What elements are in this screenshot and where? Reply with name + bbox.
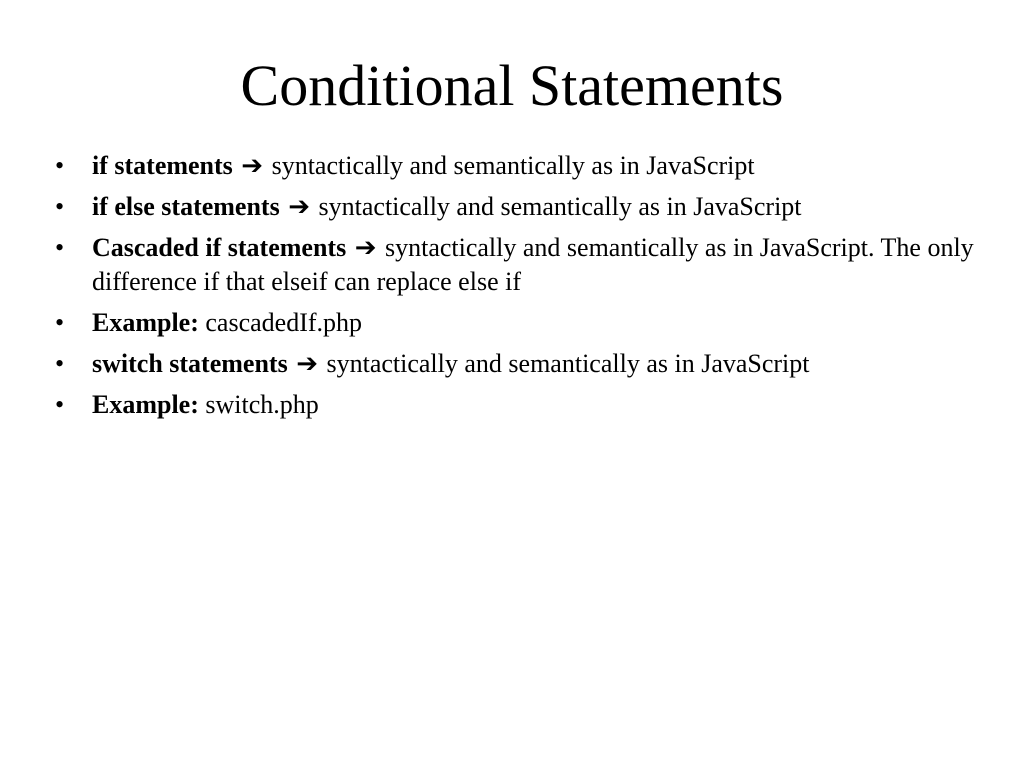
- bullet-keyword: Example:: [92, 308, 199, 337]
- bullet-keyword: Cascaded if statements: [92, 233, 347, 262]
- right-arrow-icon: ➔: [296, 349, 318, 378]
- slide-title: Conditional Statements: [240, 53, 784, 118]
- bullet-dot-icon: •: [55, 233, 65, 262]
- bullet-item: [55, 347, 985, 381]
- bullet-keyword: if statements: [92, 151, 233, 180]
- bullet-dot-icon: •: [55, 308, 65, 337]
- bullet-item: [55, 306, 985, 340]
- bullet-keyword: Example:: [92, 390, 199, 419]
- example-filename: switch.php: [205, 390, 319, 419]
- right-arrow-icon: ➔: [354, 233, 377, 262]
- bullet-keyword: switch statements: [92, 349, 288, 378]
- bullet-text: syntactically and semantically as in JavaScript. The only difference if that elseif can replace else if: [92, 233, 974, 296]
- bullet-text: syntactically and semantically as in JavaScript: [271, 151, 755, 180]
- bullet-item: [55, 190, 985, 224]
- bullet-item: [55, 149, 985, 183]
- bullet-item: [55, 231, 985, 299]
- right-arrow-icon: ➔: [241, 151, 264, 180]
- right-arrow-icon: ➔: [288, 192, 311, 221]
- example-filename: cascadedIf.php: [205, 308, 363, 337]
- bullet-text: syntactically and semantically as in JavaScript: [326, 349, 810, 378]
- bullet-dot-icon: •: [55, 349, 65, 378]
- bullet-keyword: if else statements: [92, 192, 280, 221]
- bullet-item: [55, 388, 985, 422]
- bullet-dot-icon: •: [55, 390, 65, 419]
- bullet-dot-icon: •: [55, 192, 65, 221]
- bullet-text: syntactically and semantically as in JavaScript: [318, 192, 802, 221]
- bullet-list: [55, 149, 985, 429]
- bullet-dot-icon: •: [55, 151, 65, 180]
